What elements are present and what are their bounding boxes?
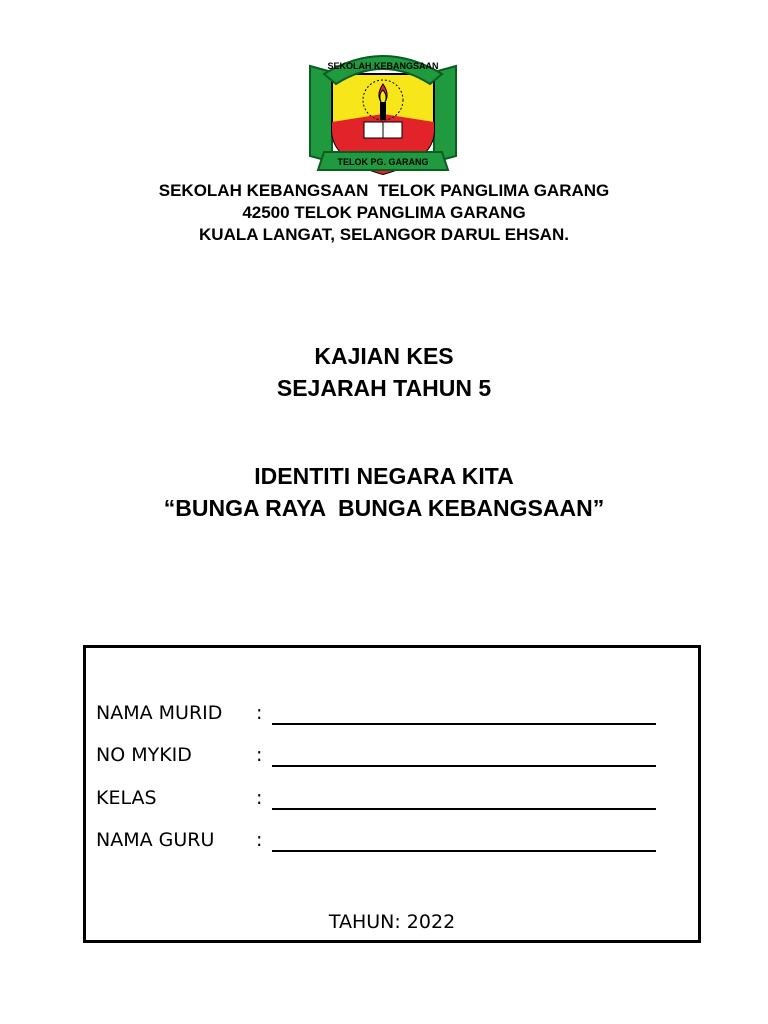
school-address-line1: 42500 TELOK PANGLIMA GARANG [242,203,526,222]
no-mykid-blank[interactable] [272,745,656,767]
field-colon: : [256,702,263,724]
field-colon: : [256,829,263,851]
crest-top-text: SEKOLAH KEBANGSAAN [327,61,439,71]
field-no-mykid [96,743,656,767]
subtitle-line2: “BUNGA RAYA BUNGA KEBANGSAAN” [163,495,605,521]
school-name: SEKOLAH KEBANGSAAN TELOK PANGLIMA GARANG [158,181,610,200]
school-address-line2: KUALA LANGAT, SELANGOR DARUL EHSAN. [199,225,569,244]
document-subtitle [0,460,768,524]
field-label-no-mykid: NO MYKID [96,744,192,766]
field-nama-murid [96,701,656,725]
nama-murid-blank[interactable] [272,703,656,725]
school-crest-logo [302,44,464,178]
title-line2: SEJARAH TAHUN 5 [276,375,492,401]
student-info-box [83,645,701,943]
field-nama-guru [96,828,656,852]
field-kelas [96,786,656,810]
year-label: TAHUN: 2022 [328,911,456,933]
crest-bottom-text: TELOK PG. GARANG [337,157,429,167]
title-line1: KAJIAN KES [314,343,454,369]
subtitle-line1: IDENTITI NEGARA KITA [254,463,514,489]
field-label-kelas: KELAS [96,787,157,809]
document-title [0,340,768,404]
school-header [0,180,768,246]
field-label-nama-murid: NAMA MURID [96,702,223,724]
kelas-blank[interactable] [272,788,656,810]
nama-guru-blank[interactable] [272,830,656,852]
field-colon: : [256,787,263,809]
field-colon: : [256,744,263,766]
field-label-nama-guru: NAMA GURU [96,829,215,851]
